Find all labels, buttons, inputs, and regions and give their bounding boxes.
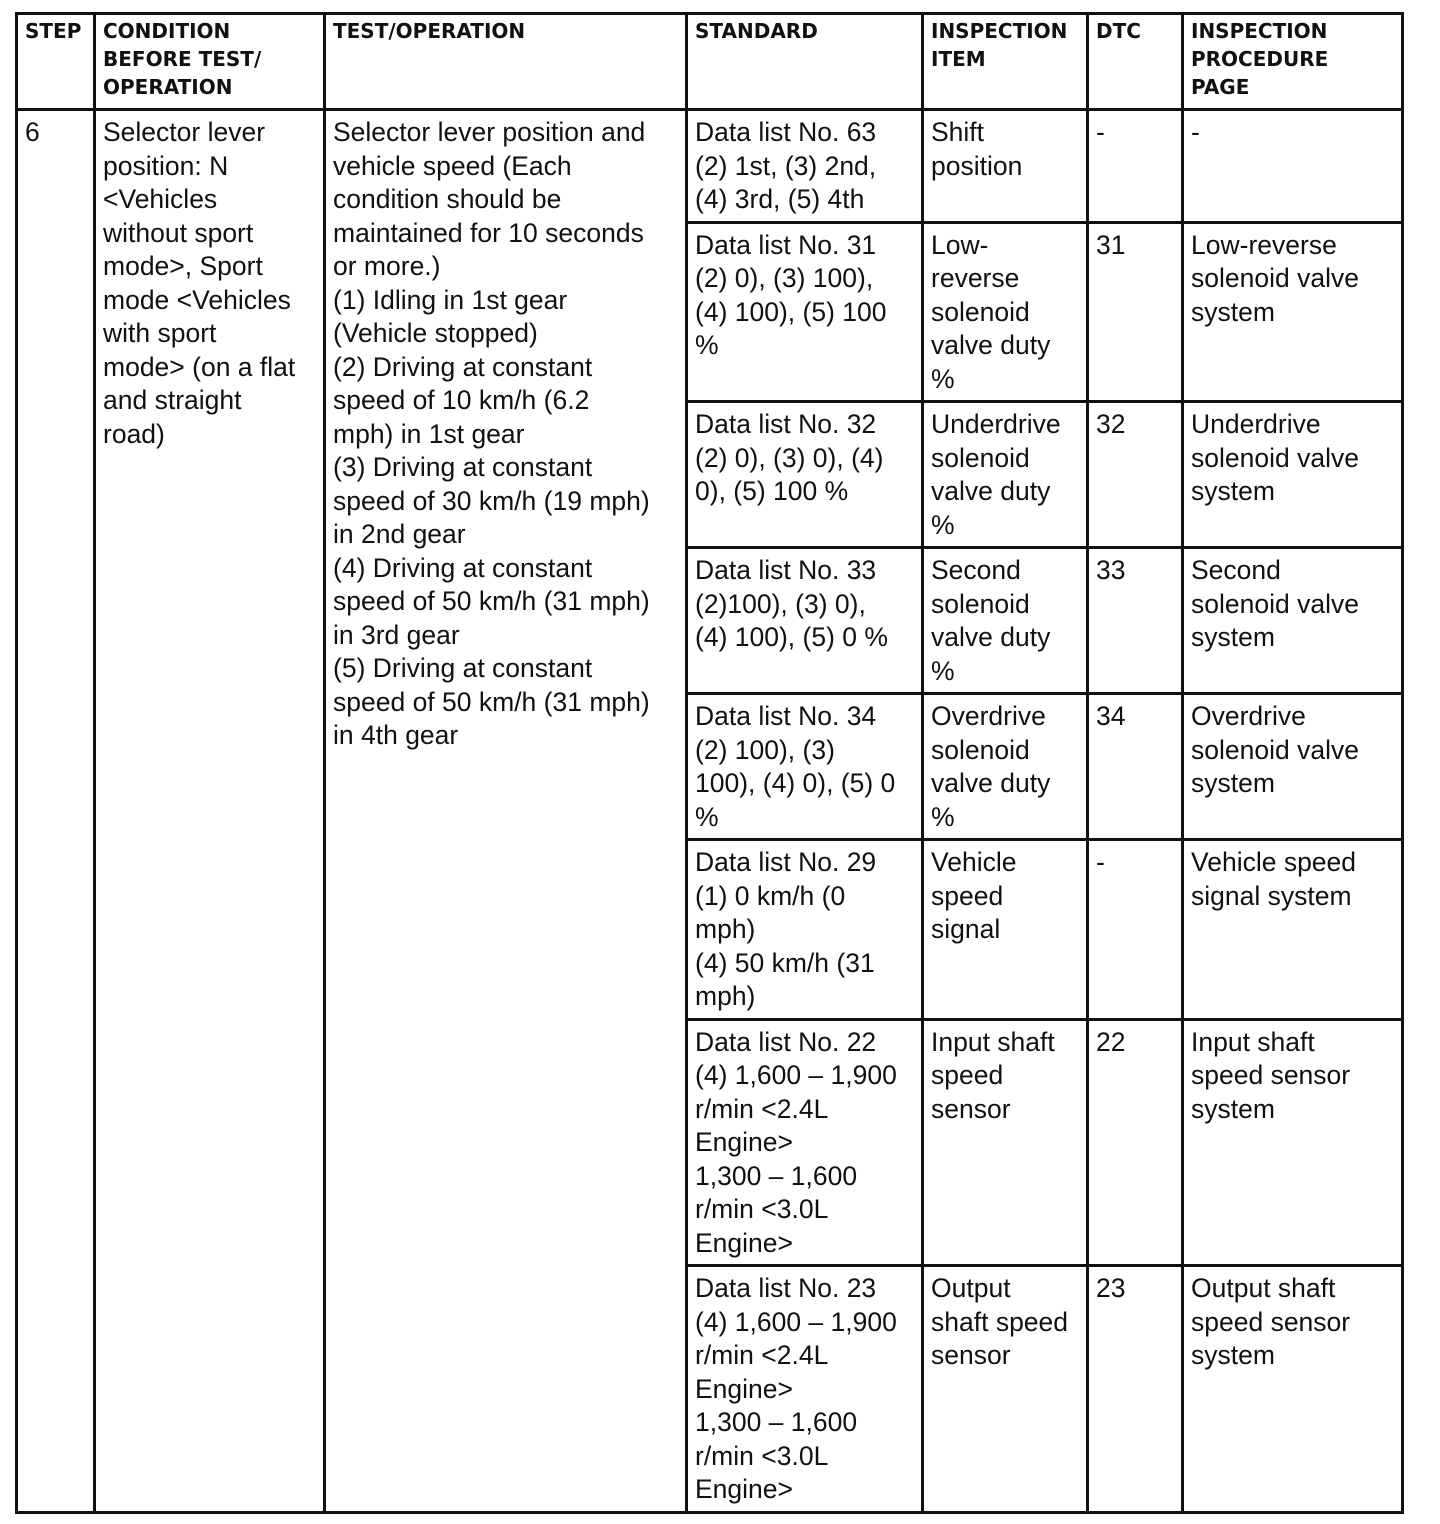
step-number-cell: 6 (17, 110, 95, 1513)
inspection-item-cell: Input shaft speed sensor (923, 1019, 1088, 1266)
standard-cell: Data list No. 63 (2) 1st, (3) 2nd, (4) 3rd, (5) 4th (687, 110, 923, 223)
header-standard: STANDARD (687, 14, 923, 110)
procedure-page-cell: Overdrive solenoid valve system (1183, 694, 1403, 840)
header-dtc: DTC (1088, 14, 1183, 110)
inspection-item-cell: Low- reverse solenoid valve duty % (923, 222, 1088, 402)
header-step: STEP (17, 14, 95, 110)
inspection-item-cell: Overdrive solenoid valve duty % (923, 694, 1088, 840)
procedure-page-cell: Underdrive solenoid valve system (1183, 402, 1403, 548)
inspection-item-cell: Second solenoid valve duty % (923, 548, 1088, 694)
standard-cell: Data list No. 23 (4) 1,600 – 1,900 r/min <2.4L Engine> 1,300 – 1,600 r/min <3.0L Engine> (687, 1266, 923, 1513)
procedure-page-cell: Input shaft speed sensor system (1183, 1019, 1403, 1266)
standard-cell: Data list No. 34 (2) 100), (3) 100), (4) 0), (5) 0 % (687, 694, 923, 840)
procedure-page-cell: - (1183, 110, 1403, 223)
dtc-cell: - (1088, 110, 1183, 223)
dtc-cell: 22 (1088, 1019, 1183, 1266)
condition-cell: Selector lever position: N <Vehicles without sport mode>, Sport mode <Vehicles with sport mode> (on a flat and straight road) (95, 110, 325, 1513)
dtc-cell: 31 (1088, 222, 1183, 402)
inspection-item-cell: Shift position (923, 110, 1088, 223)
test-operation-cell: Selector lever position and vehicle speed (Each condition should be maintained for 10 seconds or more.) (1) Idling in 1st gear (Vehicle stopped) (2) Driving at constant speed of 10 km/h (6.2 mph) in 1st gear (3) Driving at constant speed of 30 km/h (19 mph) in 2nd gear (4) Driving at constant speed of 50 km/h (31 mph) in 3rd gear (5) Driving at constant speed of 50 km/h (31 mph) in 4th gear (325, 110, 687, 1513)
inspection-table-sheet (15, 12, 1401, 1504)
header-condition: CONDITION BEFORE TEST/ OPERATION (95, 14, 325, 110)
standard-cell: Data list No. 22 (4) 1,600 – 1,900 r/min <2.4L Engine> 1,300 – 1,600 r/min <3.0L Engine> (687, 1019, 923, 1266)
header-inspection-item: INSPECTION ITEM (923, 14, 1088, 110)
dtc-cell: 34 (1088, 694, 1183, 840)
dtc-cell: - (1088, 840, 1183, 1020)
procedure-page-cell: Output shaft speed sensor system (1183, 1266, 1403, 1513)
inspection-item-cell: Vehicle speed signal (923, 840, 1088, 1020)
inspection-item-cell: Underdrive solenoid valve duty % (923, 402, 1088, 548)
inspection-item-cell: Output shaft speed sensor (923, 1266, 1088, 1513)
procedure-page-cell: Low-reverse solenoid valve system (1183, 222, 1403, 402)
standard-cell: Data list No. 31 (2) 0), (3) 100), (4) 100), (5) 100 % (687, 222, 923, 402)
header-procedure-page: INSPECTION PROCEDURE PAGE (1183, 14, 1403, 110)
table-row (17, 110, 1403, 223)
inspection-table (15, 12, 1404, 1514)
standard-cell: Data list No. 32 (2) 0), (3) 0), (4) 0), (5) 100 % (687, 402, 923, 548)
procedure-page-cell: Second solenoid valve system (1183, 548, 1403, 694)
standard-cell: Data list No. 33 (2)100), (3) 0), (4) 100), (5) 0 % (687, 548, 923, 694)
procedure-page-cell: Vehicle speed signal system (1183, 840, 1403, 1020)
standard-cell: Data list No. 29 (1) 0 km/h (0 mph) (4) 50 km/h (31 mph) (687, 840, 923, 1020)
dtc-cell: 32 (1088, 402, 1183, 548)
header-row (17, 14, 1403, 110)
dtc-cell: 23 (1088, 1266, 1183, 1513)
dtc-cell: 33 (1088, 548, 1183, 694)
header-test-operation: TEST/OPERATION (325, 14, 687, 110)
